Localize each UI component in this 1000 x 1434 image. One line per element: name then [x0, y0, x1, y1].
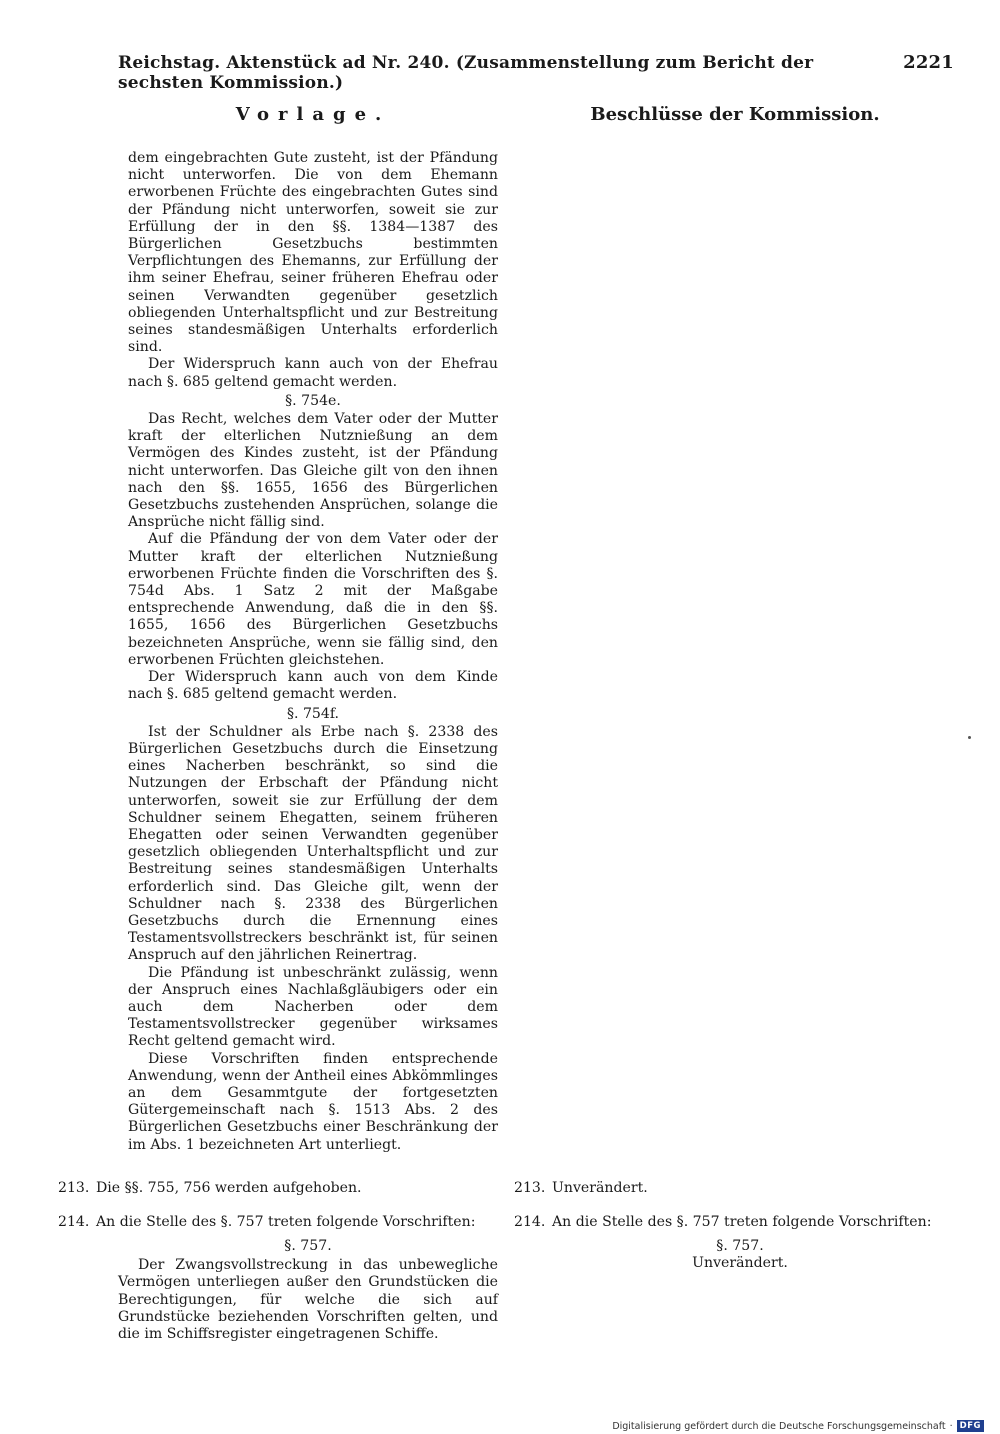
section-heading: §. 754e.	[285, 392, 341, 409]
left-column-title: Vorlage.	[235, 104, 391, 125]
item-number: 213.	[514, 1180, 546, 1196]
left-column-text	[128, 150, 498, 1154]
item-number: 213.	[58, 1180, 90, 1196]
section-text: Der Zwangsvollstreckung in das unbewegliche Vermögen unterliegen außer den Grundstücken die Berechtigungen, für welche die sich auf Grundstücke beziehenden Vorschriften gelten, und die im Schiffsregister eingetragenen Schiffe.	[118, 1257, 498, 1343]
right-column-title: Beschlüsse der Kommission.	[590, 104, 880, 125]
section-text: Unverändert.	[692, 1255, 788, 1272]
section-757-left	[118, 1238, 498, 1343]
footer: Digitalisierung gefördert durch die Deutsche Forschungsgemeinschaft · DFG	[612, 1420, 984, 1432]
item-214-left	[58, 1214, 475, 1231]
dfg-logo: DFG	[957, 1420, 984, 1432]
item-number: 214.	[514, 1214, 546, 1230]
paragraph: dem eingebrachten Gute zusteht, ist der Pfändung nicht unterworfen. Die von dem Ehemann erworbenen Früchte des eingebrachten Gutes sind der Pfändung nicht unterworfen, soweit sie zur Erfüllung der in den §§. 1384—1387 des Bürgerlichen Gesetzbuchs bestimmten Verpflichtungen des Ehemanns, zur Erfüllung der ihm seiner Ehefrau, seiner früheren Ehefrau oder seinen Verwandten gegenüber gesetzlich obliegenden Unterhaltspflicht und zur Bestreitung seines standesmäßigen Unterhalts erforderlich sind.	[128, 150, 498, 356]
running-title: Reichstag. Aktenstück ad Nr. 240. (Zusammenstellung zum Bericht der sechsten Kommission.)	[118, 53, 814, 93]
item-number: 214.	[58, 1214, 90, 1230]
scan-speck	[968, 736, 971, 739]
item-214-right	[514, 1214, 931, 1231]
item-213-left	[58, 1180, 362, 1197]
paragraph: Auf die Pfändung der von dem Vater oder der Mutter kraft der elterlichen Nutznießung erworbenen Früchte finden die Vorschriften des §. 754d Abs. 1 Satz 2 mit der Maßgabe entsprechende Anwendung, daß die in den §§. 1655, 1656 des Bürgerlichen Gesetzbuchs bezeichneten Ansprüche, wenn sie fällig sind, den erworbenen Früchten gleichstehen.	[128, 531, 498, 668]
paragraph: Diese Vorschriften finden entsprechende Anwendung, wenn der Antheil eines Abkömmlinges an dem Gesammtgute der fortgesetzten Gütergemeinschaft nach §. 1513 Abs. 2 des Bürgerlichen Gesetzbuchs einer Beschränkung der im Abs. 1 bezeichneten Art unterliegt.	[128, 1050, 498, 1153]
paragraph: Das Recht, welches dem Vater oder der Mutter kraft der elterlichen Nutznießung an dem Vermögen des Kindes zusteht, ist der Pfändung nicht unterworfen. Das Gleiche gilt von den ihnen nach den §§. 1655, 1656 des Bürgerlichen Gesetzbuchs zustehenden Ansprüchen, solange die Ansprüche nicht fällig sind.	[128, 411, 498, 531]
item-213-right	[514, 1180, 648, 1197]
item-text: Unverändert.	[552, 1180, 648, 1196]
item-text: An die Stelle des §. 757 treten folgende Vorschriften:	[552, 1214, 932, 1230]
paragraph: Ist der Schuldner als Erbe nach §. 2338 des Bürgerlichen Gesetzbuchs durch die Einsetzung eines Nacherben beschränkt, so sind die Nutzungen der Erbschaft der Pfändung nicht unterworfen, soweit sie zur Erfüllung der dem Schuldner seinem Ehegatten, seinem früheren Ehegatten oder seinen Verwandten gegenüber gesetzlich obliegenden Unterhaltspflicht und zur Bestreitung seines standesmäßigen Unterhalts erforderlich sind. Das Gleiche gilt, wenn der Schuldner nach §. 2338 des Bürgerlichen Gesetzbuchs durch die Ernennung eines Testamentsvollstreckers beschränkt ist, für seinen Anspruch auf den jährlichen Reinertrag.	[128, 723, 498, 964]
paragraph: Die Pfändung ist unbeschränkt zulässig, wenn der Anspruch eines Nachlaßgläubigers oder ein auch dem Nacherben oder dem Testamentsvollstrecker gegenüber wirksames Recht geltend gemacht wird.	[128, 964, 498, 1050]
section-heading: §. 754f.	[286, 705, 340, 722]
section-heading: §. 757.	[284, 1238, 332, 1254]
paragraph: Der Widerspruch kann auch von dem Kinde nach §. 685 geltend gemacht werden.	[128, 669, 498, 703]
item-text: Die §§. 755, 756 werden aufgehoben.	[96, 1180, 362, 1196]
section-757-right	[640, 1238, 840, 1272]
item-text: An die Stelle des §. 757 treten folgende Vorschriften:	[96, 1214, 476, 1230]
page-number: 2221	[903, 52, 954, 73]
footer-credit: Digitalisierung gefördert durch die Deutsche Forschungsgemeinschaft	[612, 1420, 946, 1432]
paragraph: Der Widerspruch kann auch von der Ehefrau nach §. 685 geltend gemacht werden.	[128, 356, 498, 390]
running-header	[118, 52, 954, 93]
section-heading: §. 757.	[716, 1238, 764, 1254]
